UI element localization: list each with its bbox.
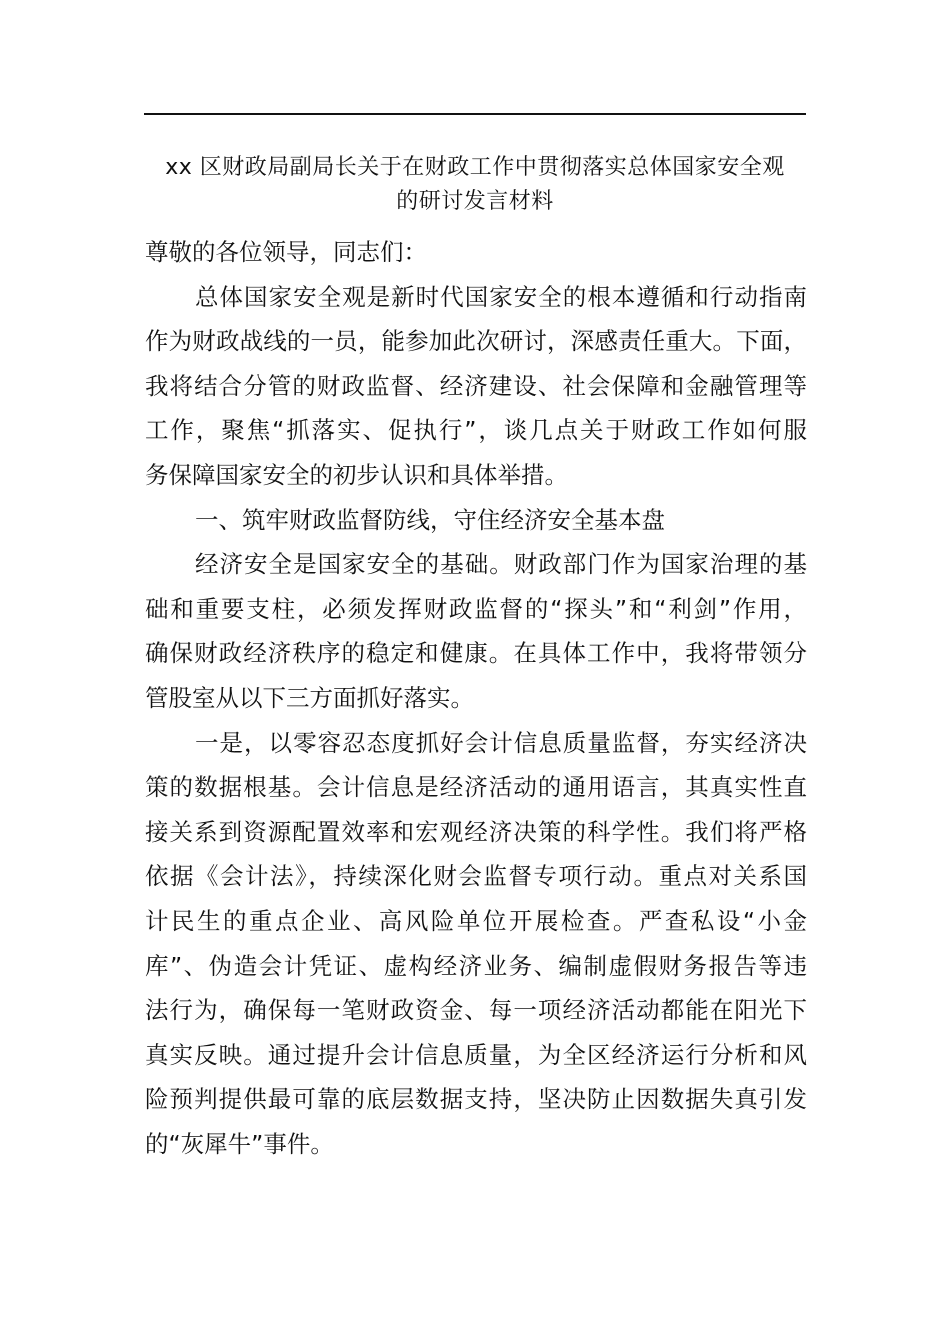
section-heading: 一、筑牢财政监督防线，守住经济安全基本盘 xyxy=(195,505,665,534)
title-line: 的研讨发言材料 xyxy=(396,189,554,214)
paragraph-line: 经济安全是国家安全的基础。财政部门作为国家治理的基 xyxy=(195,550,807,579)
paragraph-line: 接关系到资源配置效率和宏观经济决策的科学性。我们将严格 xyxy=(145,817,807,846)
paragraph-line: 础和重要支柱，必须发挥财政监督的“探头”和“利剑”作用， xyxy=(145,594,807,623)
title-line: xx 区财政局副局长关于在财政工作中贯彻落实总体国家安全观 xyxy=(165,155,785,180)
paragraph-line: 真实反映。通过提升会计信息质量，为全区经济运行分析和风 xyxy=(145,1040,807,1069)
paragraph-line: 的“灰犀牛”事件。 xyxy=(145,1129,334,1158)
header-rule xyxy=(144,113,806,115)
paragraph-line: 管股室从以下三方面抓好落实。 xyxy=(145,683,474,712)
paragraph-line: 总体国家安全观是新时代国家安全的根本遵循和行动指南 xyxy=(195,282,807,311)
paragraph-line: 一是，以零容忍态度抓好会计信息质量监督，夯实经济决 xyxy=(195,728,807,757)
paragraph-line: 库”、伪造会计凭证、虚构经济业务、编制虚假财务报告等违 xyxy=(145,951,807,980)
paragraph-line: 作为财政战线的一员，能参加此次研讨，深感责任重大。下面， xyxy=(145,327,807,356)
document-body xyxy=(145,230,807,1166)
paragraph-line: 计民生的重点企业、高风险单位开展检查。严查私设“小金 xyxy=(145,906,807,935)
paragraph-line: 务保障国家安全的初步认识和具体举措。 xyxy=(145,460,568,489)
paragraph-line: 确保财政经济秩序的稳定和健康。在具体工作中，我将带领分 xyxy=(145,639,807,668)
paragraph-line: 策的数据根基。会计信息是经济活动的通用语言，其真实性直 xyxy=(145,773,807,802)
paragraph-line: 我将结合分管的财政监督、经济建设、社会保障和金融管理等 xyxy=(145,371,807,400)
paragraph-line: 依据《会计法》，持续深化财会监督专项行动。重点对关系国 xyxy=(145,862,807,891)
document-title xyxy=(130,151,820,219)
paragraph-line: 法行为，确保每一笔财政资金、每一项经济活动都能在阳光下 xyxy=(145,996,807,1025)
paragraph-line: 险预判提供最可靠的底层数据支持，坚决防止因数据失真引发 xyxy=(145,1085,807,1114)
paragraph-line: 工作，聚焦“抓落实、促执行”，谈几点关于财政工作如何服 xyxy=(145,416,807,445)
salutation: 尊敬的各位领导，同志们： xyxy=(145,238,427,266)
